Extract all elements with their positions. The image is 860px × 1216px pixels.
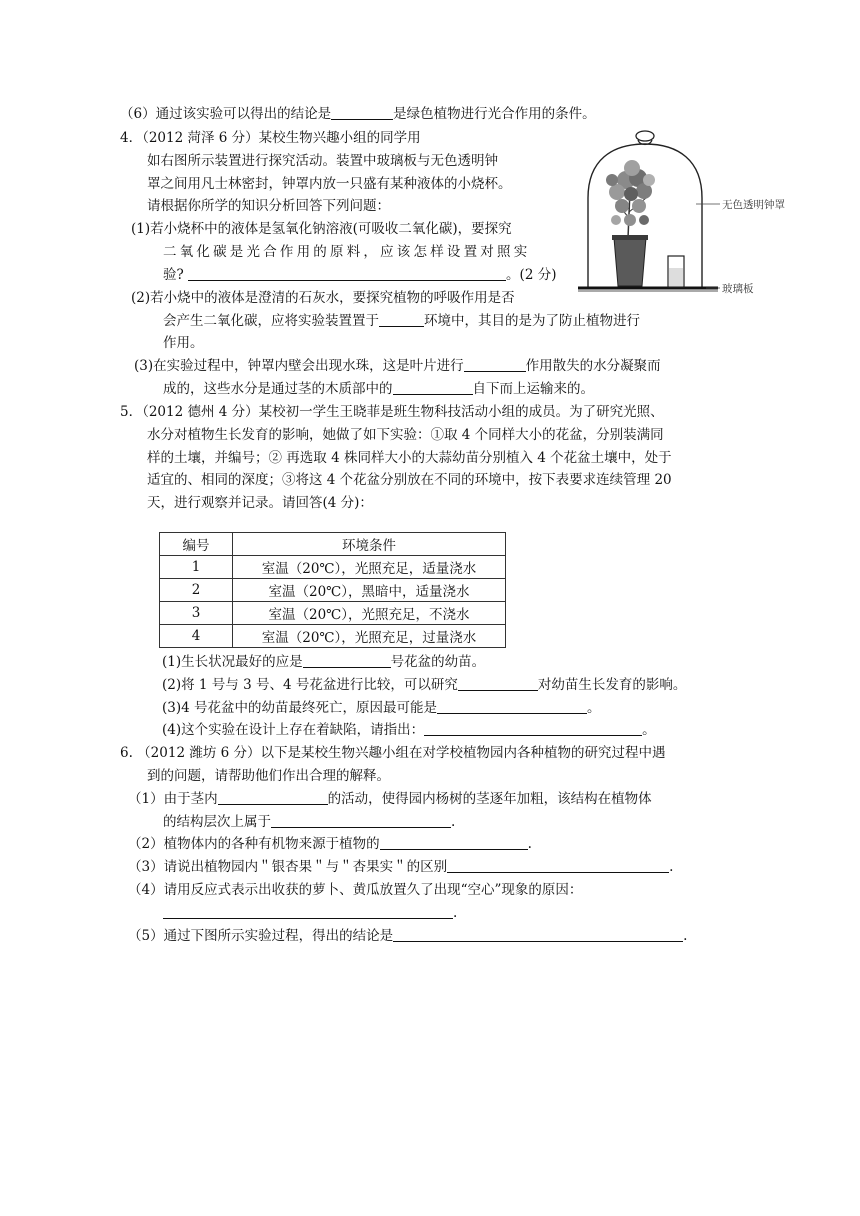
q6-s4-line-1: （4）请用反应式表示出收获的萝卜、黄瓜放置久了出现“空心”现象的原因：: [128, 882, 583, 898]
answer-blank[interactable]: [437, 698, 587, 714]
q5-intro-line-5: 天，进行观察并记录。请回答(4 分)：: [147, 495, 373, 511]
q4-s2-line-3: 作用。: [163, 335, 204, 351]
q4-s2-line-2: 会产生二氧化碳，应将实验装置置于 环境中，其目的是为了防止植物进行: [163, 313, 640, 329]
q4-intro-line-2: 如右图所示装置进行探究活动。装置中玻璃板与无色透明钟: [147, 153, 498, 169]
answer-blank[interactable]: [380, 834, 528, 850]
q6-intro-line-2: 到的问题，请帮助他们作出合理的解释。: [147, 768, 390, 784]
answer-blank[interactable]: [424, 720, 642, 736]
q4-s2-line-1: (2)若小烧中的液体是澄清的石灰水，要探究植物的呼吸作用是否: [131, 290, 515, 306]
q5-intro-line-3: 样的土壤，并编号；② 再选取 4 株同样大小的大蒜幼苗分别植入 4 个花盆土壤中，处于: [147, 450, 672, 466]
answer-blank[interactable]: [188, 265, 506, 281]
q6-s4-line-2: .: [163, 903, 457, 923]
plant: [606, 160, 655, 238]
environment-table: [159, 532, 506, 648]
q4-intro-line-4: 请根据你所学的知识分析回答下列问题：: [147, 198, 390, 214]
cell-number: 4: [160, 625, 233, 648]
column-header-number: 编号: [160, 533, 233, 556]
q5-intro-line-1: 5．（2012 德州 4 分）某校初一学生王晓菲是班生物科技活动小组的成员。为了研究光照、: [120, 404, 664, 420]
answer-blank[interactable]: [303, 652, 391, 668]
answer-blank[interactable]: [163, 903, 453, 919]
cell-condition: 室温（20℃），光照充足，不浇水: [233, 602, 506, 625]
q6-s1-line-2: 的结构层次上属于 .: [163, 814, 456, 830]
bell-jar-figure: [578, 128, 785, 300]
q4-intro-line-1: 4．（2012 菏泽 6 分）某校生物兴趣小组的同学用: [120, 130, 421, 146]
q6-intro-line-1: 6. （2012 潍坊 6 分）以下是某校生物兴趣小组在对学校植物园内各种植物的研究过程中遇: [120, 745, 666, 761]
q4-s1-line-2: 二氧化碳是光合作用的原料，应该怎样设置对照实: [163, 244, 531, 260]
q6-s2: （2）植物体内的各种有机物来源于植物的 .: [128, 836, 532, 852]
q5-s1: (1)生长状况最好的应是 号花盆的幼苗。: [162, 654, 486, 670]
q4-s3-line-2: 成的，这些水分是通过茎的木质部中的 自下而上运输来的。: [163, 381, 594, 397]
q6-s3: （3）请说出植物园内＂银杏果＂与＂杏果实＂的区别 .: [128, 859, 674, 875]
table-header-row: [160, 533, 506, 556]
answer-blank[interactable]: [393, 379, 473, 395]
table-row: [160, 625, 506, 648]
answer-blank[interactable]: [393, 926, 683, 942]
table-row: [160, 602, 506, 625]
q5-s4: (4)这个实验在设计上存在着缺陷，请指出： 。: [162, 722, 656, 738]
q5-intro-line-4: 适宜的、相同的深度；③将这 4 个花盆分别放在不同的环境中，按下表要求连续管理 20: [147, 472, 672, 488]
small-beaker: [668, 256, 684, 287]
glass-plate-label: 玻璃板: [722, 283, 754, 295]
cell-condition: 室温（20℃），黑暗中，适量浇水: [233, 579, 506, 602]
q4-intro-line-3: 罩之间用凡士林密封，钟罩内放一只盛有某种液体的小烧杯。: [147, 176, 512, 192]
column-header-condition: 环境条件: [233, 533, 506, 556]
answer-blank[interactable]: [271, 812, 451, 828]
cell-condition: 室温（20℃），光照充足，过量浇水: [233, 625, 506, 648]
answer-blank[interactable]: [379, 311, 424, 327]
flower-pot: [612, 235, 648, 286]
answer-blank[interactable]: [464, 356, 526, 372]
q5-s2: (2)将 1 号与 3 号、4 号花盆进行比较，可以研究 对幼苗生长发育的影响。: [162, 677, 687, 693]
q5-intro-line-2: 水分对植物生长发育的影响，她做了如下实验：①取 4 个同样大小的花盆，分别装满同: [147, 427, 664, 443]
q6-s5: （5）通过下图所示实验过程，得出的结论是 .: [128, 928, 688, 944]
glass-plate: [578, 288, 718, 291]
answer-blank[interactable]: [447, 857, 669, 873]
answer-blank[interactable]: [458, 675, 538, 691]
bell-jar-label: 无色透明钟罩: [722, 199, 785, 211]
q4-s1-line-1: (1)若小烧杯中的液体是氢氧化钠溶液(可吸收二氧化碳)，要探究: [131, 221, 512, 237]
table-row: [160, 556, 506, 579]
answer-blank[interactable]: [218, 789, 328, 805]
cell-number: 3: [160, 602, 233, 625]
table-row: [160, 579, 506, 602]
cell-condition: 室温（20℃），光照充足，适量浇水: [233, 556, 506, 579]
q6-s1-line-1: （1）由于茎内 的活动，使得园内杨树的茎逐年加粗，该结构在植物体: [128, 791, 652, 807]
cell-number: 1: [160, 556, 233, 579]
answer-blank[interactable]: [331, 104, 393, 120]
q4-s1-line-3: 验? 。(2 分): [163, 267, 557, 283]
q4-s3-line-1: (3)在实验过程中，钟罩内壁会出现水珠，这是叶片进行 作用散失的水分凝聚而: [134, 358, 661, 374]
cell-number: 2: [160, 579, 233, 602]
q3-item6: （6）通过该实验可以得出的结论是 是绿色植物进行光合作用的条件。: [120, 106, 596, 122]
q5-s3: (3)4 号花盆中的幼苗最终死亡，原因最可能是 。: [162, 700, 601, 716]
